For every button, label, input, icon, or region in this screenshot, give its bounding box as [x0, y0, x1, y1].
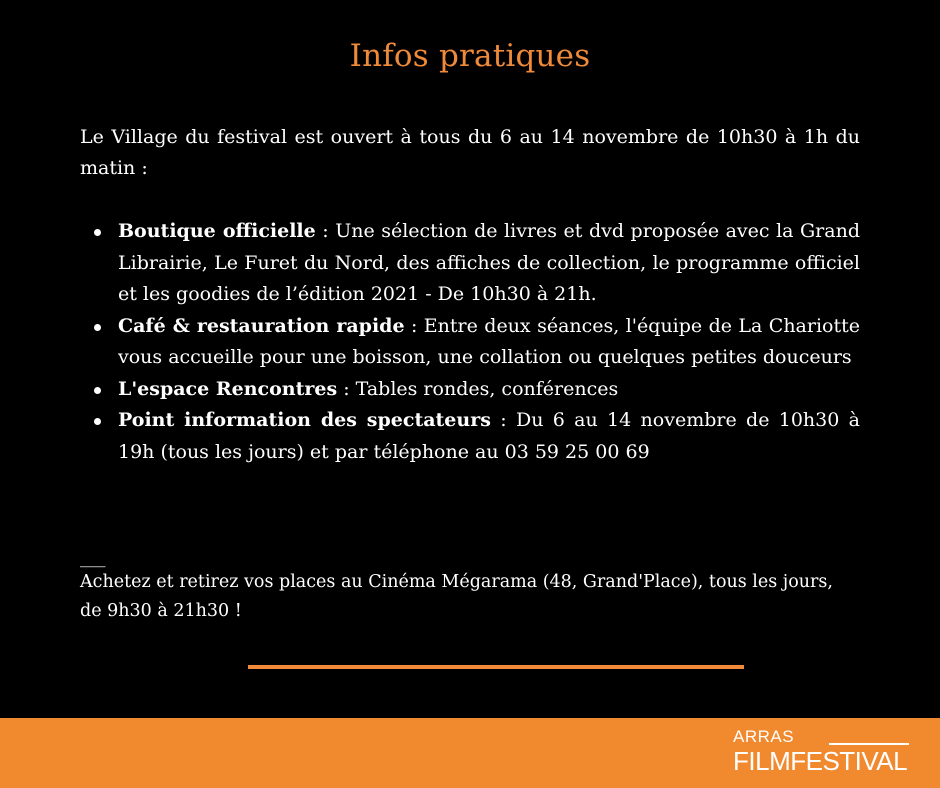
list-item-rencontres — [80, 374, 860, 406]
intro-paragraph: Le Village du festival est ouvert à tous du 6 au 14 novembre de 10h30 à 1h du matin : — [80, 126, 860, 179]
list-item-label: Boutique officielle — [118, 220, 316, 242]
list-item-text: : Entre deux séances, l'équipe de La Chariotte vous accueille pour une boisson, une collation ou quelques petites douceurs — [118, 314, 860, 368]
logo-underline — [829, 743, 909, 745]
page-title: Infos pratiques — [349, 38, 591, 74]
list-item-label: L'espace Rencontres — [118, 377, 338, 400]
bullet-icon — [94, 324, 101, 331]
list-item-text: : Une sélection de livres et dvd proposée avec la Grand Librairie, Le Furet du Nord, des affiches de collection, le programme officiel et les goodies de l’édition 2021 - De 10h30 à 21h. — [118, 220, 860, 305]
info-list — [80, 216, 860, 468]
footer-note: Achetez et retirez vos places au Cinéma Mégarama (48, Grand'Place), tous les jours, de 9h30 à 21h30 ! — [80, 572, 833, 621]
list-item-cafe — [80, 311, 860, 374]
list-item-text: : Du 6 au 14 novembre de 10h30 à 19h (tous les jours) et par téléphone au 03 59 25 00 69 — [118, 409, 860, 463]
bullet-icon — [94, 387, 101, 394]
separator: ___ — [80, 548, 106, 568]
list-item-text: : Tables rondes, conférences — [337, 377, 619, 400]
list-item-point-info — [80, 405, 860, 468]
festival-logo — [733, 727, 918, 777]
list-item-label: Point information des spectateurs — [118, 409, 491, 431]
list-item-label: Café & restauration rapide — [118, 314, 405, 337]
logo-line-filmfestival: FILMFESTIVAL — [733, 746, 908, 776]
list-item-boutique — [80, 216, 860, 311]
logo-line-arras: ARRAS — [733, 727, 795, 746]
bullet-icon — [94, 418, 101, 425]
bullet-icon — [94, 229, 101, 236]
divider — [248, 665, 744, 669]
